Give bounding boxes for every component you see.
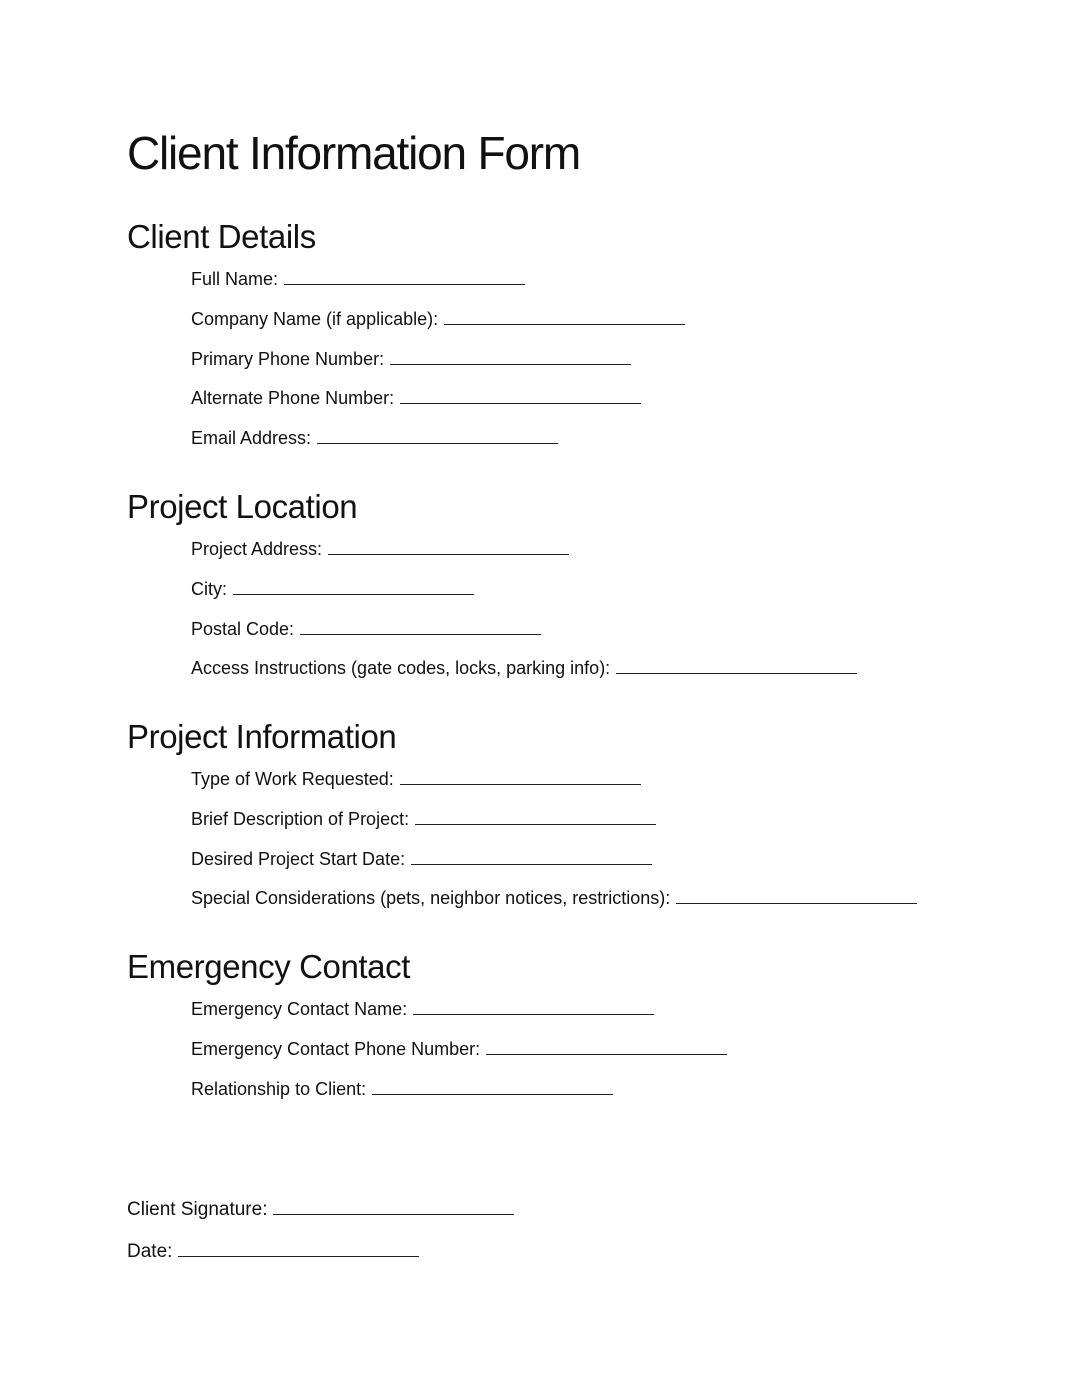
section-heading: Emergency Contact [127, 948, 410, 985]
field-label: Type of Work Requested: [191, 769, 394, 789]
field-special-considerations[interactable] [191, 886, 1027, 926]
signature-label: Client Signature: [127, 1199, 268, 1220]
blank-line[interactable] [390, 349, 631, 365]
field-label: Emergency Contact Phone Number: [191, 1038, 481, 1059]
field-label: Primary Phone Number: [191, 348, 385, 369]
section-heading: Project Information [127, 718, 397, 755]
blank-line[interactable] [616, 658, 857, 674]
field-type-of-work[interactable] [191, 767, 1027, 807]
field-primary-phone[interactable] [191, 347, 1027, 387]
field-label: City: [191, 578, 227, 599]
field-label: Alternate Phone Number: [191, 388, 395, 409]
field-list [127, 537, 1027, 696]
blank-line[interactable] [411, 849, 652, 865]
field-brief-description[interactable] [191, 807, 1027, 847]
date-label: Date: [127, 1241, 173, 1262]
section-emergency-contact [127, 945, 1027, 1116]
section-client-details [127, 215, 1027, 466]
client-signature-field[interactable] [127, 1197, 514, 1223]
blank-line[interactable] [444, 309, 685, 325]
blank-line[interactable] [300, 619, 541, 635]
field-city[interactable] [191, 577, 1027, 617]
date-field[interactable] [127, 1239, 419, 1265]
field-project-address[interactable] [191, 537, 1027, 577]
field-label: Access Instructions (gate codes, locks, parking info): [191, 658, 611, 679]
field-postal-code[interactable] [191, 617, 1027, 657]
field-start-date[interactable] [191, 847, 1027, 887]
field-label: Project Address: [191, 539, 323, 559]
field-alternate-phone[interactable] [191, 386, 1027, 426]
blank-line[interactable] [486, 1039, 727, 1055]
section-project-information [127, 715, 1027, 926]
field-list [127, 767, 1027, 926]
form-title: Client Information Form [127, 127, 580, 179]
blank-line[interactable] [328, 539, 569, 555]
blank-line[interactable] [284, 269, 525, 285]
field-emergency-contact-phone[interactable] [191, 1037, 1027, 1077]
blank-line[interactable] [676, 888, 917, 904]
blank-line[interactable] [413, 999, 654, 1015]
blank-line[interactable] [400, 388, 641, 404]
blank-line[interactable] [233, 579, 474, 595]
field-label: Relationship to Client: [191, 1078, 367, 1099]
blank-line[interactable] [400, 769, 641, 785]
field-label: Desired Project Start Date: [191, 848, 406, 869]
blank-line[interactable] [415, 809, 656, 825]
field-company-name[interactable] [191, 307, 1027, 347]
signature-blank-line[interactable] [273, 1199, 514, 1215]
section-heading: Project Location [127, 488, 358, 525]
field-label: Full Name: [191, 269, 279, 289]
section-heading: Client Details [127, 218, 316, 255]
field-access-instructions[interactable] [191, 656, 1027, 696]
section-project-location [127, 485, 1027, 696]
field-relationship[interactable] [191, 1077, 1027, 1117]
field-list [127, 267, 1027, 466]
date-blank-line[interactable] [178, 1241, 419, 1257]
blank-line[interactable] [317, 428, 558, 444]
field-label: Emergency Contact Name: [191, 999, 408, 1019]
blank-line[interactable] [372, 1079, 613, 1095]
field-full-name[interactable] [191, 267, 1027, 307]
field-emergency-contact-name[interactable] [191, 997, 1027, 1037]
field-label: Email Address: [191, 428, 312, 449]
field-label: Brief Description of Project: [191, 808, 410, 829]
field-label: Company Name (if applicable): [191, 308, 439, 329]
field-label: Special Considerations (pets, neighbor notices, restrictions): [191, 888, 671, 909]
field-label: Postal Code: [191, 618, 295, 639]
field-list [127, 997, 1027, 1116]
field-email[interactable] [191, 426, 1027, 466]
